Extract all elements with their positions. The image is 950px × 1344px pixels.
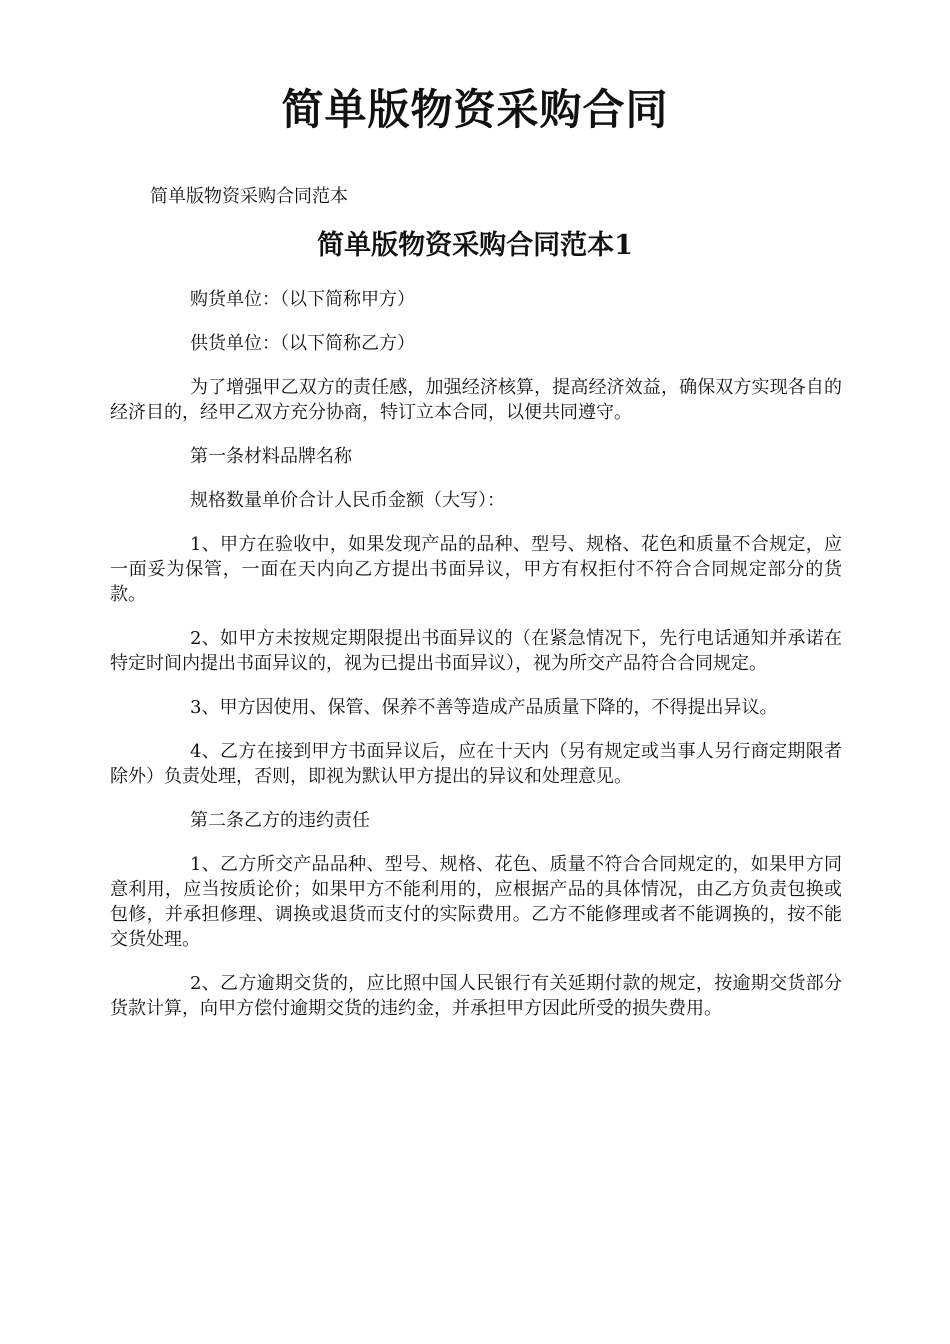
article-2-heading: 第二条乙方的违约责任 <box>190 810 370 831</box>
article-1-clause-1: 1、甲方在验收中，如果发现产品的品种、型号、规格、花色和质量不合规定，应一面妥为保管，一面在天内向乙方提出书面异议，甲方有权拒付不符合合同规定部分的货款。 <box>110 534 842 605</box>
document-body <box>110 287 842 1040</box>
paragraph-buyer: 购货单位：（以下简称甲方） <box>190 289 415 310</box>
article-2-clause-2: 2、乙方逾期交货的，应比照中国人民银行有关延期付款的规定，按逾期交货部分货款计算，向甲方偿付逾期交货的违约金，并承担甲方因此所受的损失费用。 <box>110 973 842 1019</box>
document-subtitle: 简单版物资采购合同范本 <box>150 186 348 207</box>
article-1-clause-4: 4、乙方在接到甲方书面异议后，应在十天内（另有规定或当事人另行商定期限者除外）负责处理，否则，即视为默认甲方提出的异议和处理意见。 <box>110 741 842 787</box>
paragraph-purpose: 为了增强甲乙双方的责任感，加强经济核算，提高经济效益，确保双方实现各自的经济目的，经甲乙双方充分协商，特订立本合同，以便共同遵守。 <box>110 377 842 423</box>
paragraph-supplier: 供货单位：（以下简称乙方） <box>190 333 415 354</box>
section-title: 简单版物资采购合同范本1 <box>317 230 633 261</box>
article-1-clause-2: 2、如甲方未按规定期限提出书面异议的（在紧急情况下，先行电话通知并承诺在特定时间内提出书面异议的，视为已提出书面异议），视为所交产品符合合同规定。 <box>110 628 842 674</box>
article-1-clause-3: 3、甲方因使用、保管、保养不善等造成产品质量下降的，不得提出异议。 <box>190 697 778 718</box>
document-title: 简单版物资采购合同 <box>281 85 669 134</box>
article-1-heading: 第一条材料品牌名称 <box>190 446 352 467</box>
article-2-clause-1: 1、乙方所交产品品种、型号、规格、花色、质量不符合合同规定的，如果甲方同意利用，应当按质论价；如果甲方不能利用的，应根据产品的具体情况，由乙方负责包换或包修，并承担修理、调换或退货而支付的实际费用。乙方不能修理或者不能调换的，按不能交货处理。 <box>110 854 842 950</box>
paragraph-spec-amount: 规格数量单价合计人民币金额（大写）： <box>190 490 505 511</box>
